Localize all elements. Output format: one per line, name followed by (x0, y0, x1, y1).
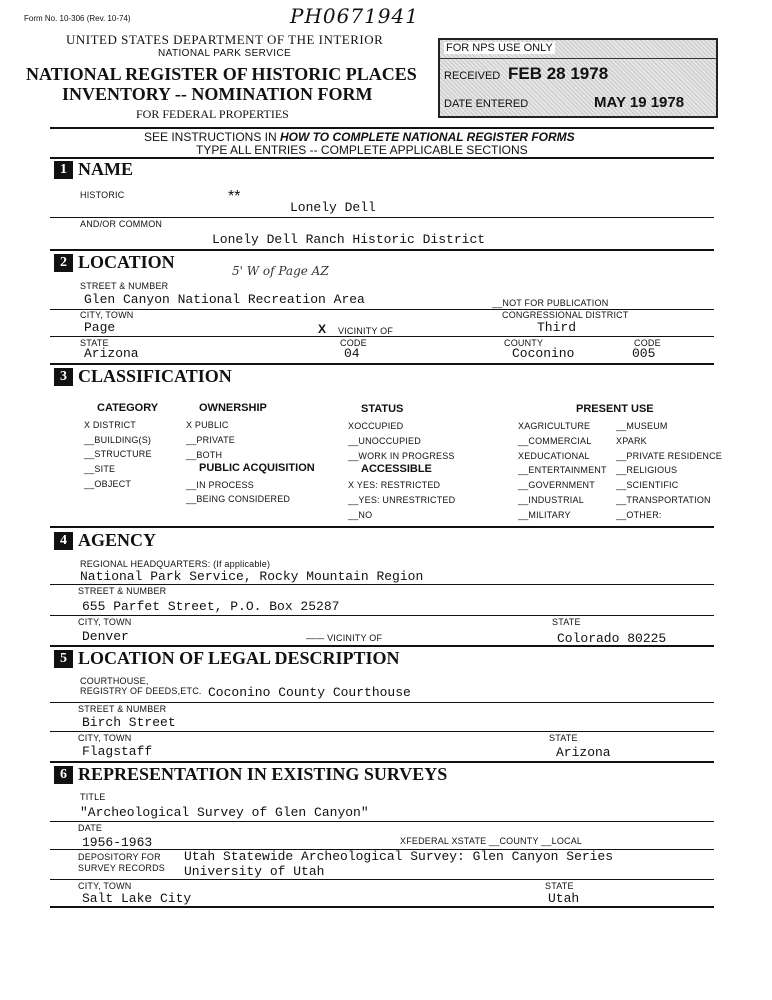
accessible-header: ACCESSIBLE (361, 463, 432, 475)
use-park: XPARK (616, 436, 647, 446)
legal-city-label: CITY, TOWN (78, 733, 132, 743)
accessible-unrestricted: __YES: UNRESTRICTED (348, 495, 456, 505)
agency-vicinity-label: —— VICINITY OF (306, 633, 383, 643)
depository-value-line2: University of Utah (184, 864, 325, 879)
regional-hq-label: REGIONAL HEADQUARTERS: (If applicable) (80, 559, 271, 569)
category-header: CATEGORY (97, 402, 159, 414)
historic-asterisks: ** (228, 188, 241, 205)
section-title-surveys: REPRESENTATION IN EXISTING SURVEYS (78, 764, 448, 784)
congressional-district-value: Third (537, 320, 577, 335)
category-structure: __STRUCTURE (84, 449, 152, 459)
section-title-classification: CLASSIFICATION (78, 366, 232, 386)
present-use-header: PRESENT USE (576, 403, 654, 415)
date-entered-stamp: MAY 19 1978 (594, 94, 685, 111)
congressional-district-label: CONGRESSIONAL DISTRICT (502, 310, 629, 320)
section-title-location: LOCATION (78, 252, 175, 272)
agency-city-value: Denver (82, 629, 129, 644)
category-buildings: __BUILDING(S) (84, 435, 152, 445)
accessible-restricted: X YES: RESTRICTED (348, 480, 441, 490)
depository-label-line2: SURVEY RECORDS (78, 863, 165, 873)
section-title-agency: AGENCY (78, 530, 157, 550)
category-district: X DISTRICT (84, 420, 137, 430)
county-code-value: 005 (632, 346, 656, 361)
legal-street-value: Birch Street (82, 715, 176, 730)
category-object: __OBJECT (84, 479, 132, 489)
section-number-3: 3 (54, 368, 73, 386)
form-title-line1: NATIONAL REGISTER OF HISTORIC PLACES (26, 64, 417, 84)
category-site: __SITE (84, 464, 116, 474)
section-number-6: 6 (54, 766, 73, 784)
state-label: STATE (80, 338, 109, 348)
form-title-line2: INVENTORY -- NOMINATION FORM (62, 84, 373, 104)
historic-name-value: Lonely Dell (290, 200, 376, 215)
section-title-legal-description: LOCATION OF LEGAL DESCRIPTION (78, 648, 400, 668)
section-number-5: 5 (54, 650, 73, 668)
common-name-label: AND/OR COMMON (80, 219, 163, 229)
instructions-line1: SEE INSTRUCTIONS IN HOW TO COMPLETE NATIONAL REGISTER FORMS (144, 130, 575, 144)
state-code-value: 04 (344, 346, 360, 361)
use-transportation: __TRANSPORTATION (616, 495, 711, 505)
not-for-publication: __NOT FOR PUBLICATION (492, 298, 609, 308)
status-header: STATUS (361, 403, 404, 415)
use-agriculture: XAGRICULTURE (518, 421, 591, 431)
street-value: Glen Canyon National Recreation Area (84, 292, 365, 307)
acquisition-header: PUBLIC ACQUISITION (199, 462, 315, 474)
courthouse-label: COURTHOUSE, (80, 676, 149, 686)
instructions-line2: TYPE ALL ENTRIES -- COMPLETE APPLICABLE SECTIONS (196, 143, 528, 157)
survey-title-value: "Archeological Survey of Glen Canyon" (80, 805, 369, 820)
survey-city-label: CITY, TOWN (78, 881, 132, 891)
county-value: Coconino (512, 346, 575, 361)
use-military: __MILITARY (518, 510, 571, 520)
use-industrial: __INDUSTRIAL (518, 495, 584, 505)
legal-city-value: Flagstaff (82, 744, 153, 759)
accessible-no: __NO (348, 510, 373, 520)
street-label: STREET & NUMBER (80, 281, 169, 291)
status-unoccupied: __UNOCCUPIED (348, 436, 421, 446)
received-label: RECEIVED (444, 70, 501, 82)
handwritten-id: PH0671941 (290, 4, 419, 28)
city-value: Page (84, 320, 116, 335)
status-work-in-progress: __WORK IN PROGRESS (348, 451, 455, 461)
depository-label-line1: DEPOSITORY FOR (78, 852, 161, 862)
use-other: __OTHER: (616, 510, 662, 520)
historic-label: HISTORIC (80, 190, 125, 200)
acquisition-in-process: __IN PROCESS (186, 480, 254, 490)
acquisition-being-considered: __BEING CONSIDERED (186, 494, 291, 504)
agency-city-label: CITY, TOWN (78, 617, 132, 627)
county-code-label: CODE (634, 338, 661, 348)
vicinity-check: X (318, 322, 327, 336)
survey-state-value: Utah (548, 891, 580, 906)
use-commercial: __COMMERCIAL (518, 436, 592, 446)
use-entertainment: __ENTERTAINMENT (518, 465, 607, 475)
survey-date-label: DATE (78, 823, 103, 833)
agency-street-value: 655 Parfet Street, P.O. Box 25287 (82, 599, 340, 614)
survey-city-value: Salt Lake City (82, 891, 192, 906)
use-educational: XEDUCATIONAL (518, 451, 590, 461)
survey-title-label: TITLE (80, 792, 106, 802)
legal-state-label: STATE (549, 733, 578, 743)
county-label: COUNTY (504, 338, 544, 348)
use-private-residence: __PRIVATE RESIDENCE (616, 451, 722, 461)
form-number: Form No. 10-306 (Rev. 10-74) (24, 14, 131, 23)
vicinity-label: VICINITY OF (338, 326, 394, 336)
use-religious: __RELIGIOUS (616, 465, 678, 475)
agency-state-label: STATE (552, 617, 581, 627)
received-stamp: FEB 28 1978 (508, 64, 609, 83)
depository-value-line1: Utah Statewide Archeological Survey: Glen Canyon Series (184, 849, 614, 864)
ownership-public: X PUBLIC (186, 420, 229, 430)
survey-levels: XFEDERAL XSTATE __COUNTY __LOCAL (400, 836, 583, 846)
courthouse-value: Coconino County Courthouse (208, 685, 411, 700)
legal-state-value: Arizona (556, 745, 611, 760)
nps-box-header: FOR NPS USE ONLY (446, 42, 553, 54)
use-government: __GOVERNMENT (518, 480, 595, 490)
agency-name: NATIONAL PARK SERVICE (158, 48, 292, 59)
department-name: UNITED STATES DEPARTMENT OF THE INTERIOR (66, 32, 384, 47)
registry-label: REGISTRY OF DEEDS,ETC. (80, 686, 202, 696)
handwritten-location-note: 5' W of Page AZ (232, 264, 329, 278)
section-number-2: 2 (54, 254, 73, 272)
legal-street-label: STREET & NUMBER (78, 704, 167, 714)
common-name-value: Lonely Dell Ranch Historic District (212, 232, 486, 247)
state-value: Arizona (84, 346, 139, 361)
use-museum: __MUSEUM (616, 421, 668, 431)
nps-use-only-box (438, 38, 718, 118)
regional-hq-value: National Park Service, Rocky Mountain Region (80, 569, 424, 584)
ownership-both: __BOTH (186, 450, 223, 460)
ownership-header: OWNERSHIP (199, 402, 267, 414)
city-label: CITY, TOWN (80, 310, 134, 320)
state-code-label: CODE (340, 338, 367, 348)
form-subtitle: FOR FEDERAL PROPERTIES (136, 107, 289, 121)
status-occupied: XOCCUPIED (348, 421, 404, 431)
agency-street-label: STREET & NUMBER (78, 586, 167, 596)
survey-state-label: STATE (545, 881, 574, 891)
section-number-1: 1 (54, 161, 73, 179)
survey-date-value: 1956-1963 (82, 835, 153, 850)
use-scientific: __SCIENTIFIC (616, 480, 679, 490)
agency-state-value: Colorado 80225 (557, 631, 667, 646)
date-entered-label: DATE ENTERED (444, 98, 529, 110)
section-number-4: 4 (54, 532, 73, 550)
ownership-private: __PRIVATE (186, 435, 235, 445)
section-title-name: NAME (78, 159, 133, 179)
